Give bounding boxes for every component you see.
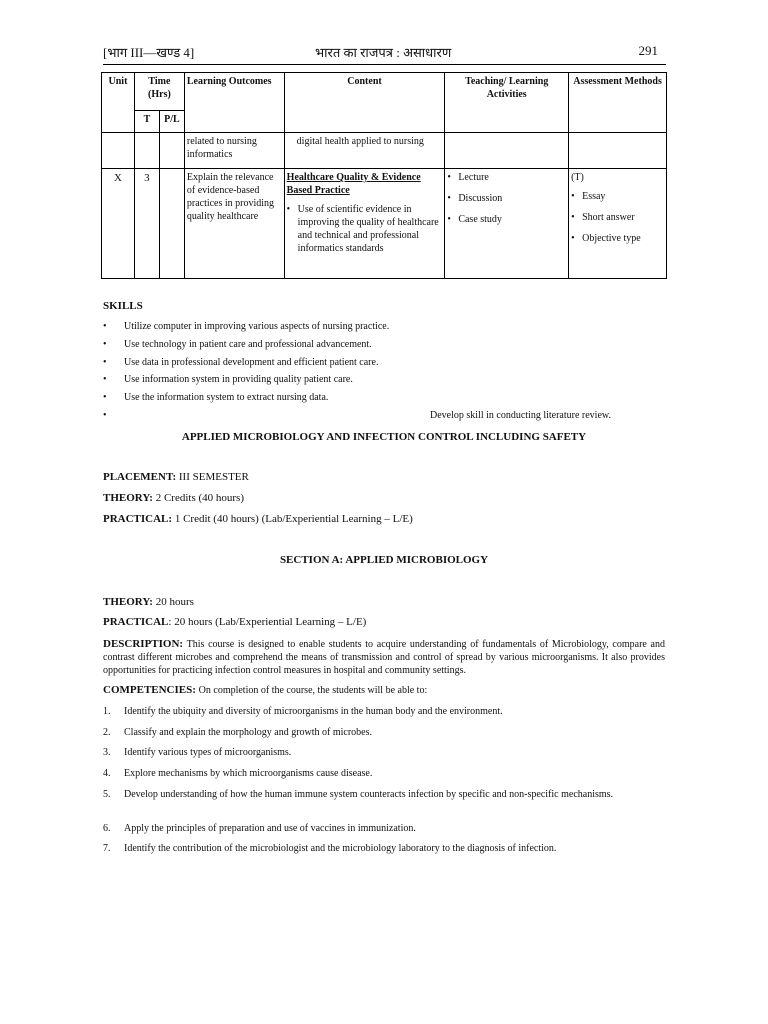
competency-text: Apply the principles of preparation and use of vaccines in immunization. bbox=[124, 823, 416, 834]
competency-text: Identify the ubiquity and diversity of microorganisms in the human body and the environment. bbox=[124, 706, 503, 717]
th-unit: Unit bbox=[102, 73, 135, 133]
practical-label: PRACTICAL: bbox=[103, 513, 173, 525]
assessment-item: • Essay bbox=[571, 190, 664, 203]
r1-pl bbox=[159, 133, 184, 169]
section-a-practical-value: : 20 hours (Lab/Experiential Learning – L/E) bbox=[168, 616, 367, 628]
th-teaching-activities: Teaching/ Learning Activities bbox=[445, 73, 569, 133]
r1-t bbox=[134, 133, 159, 169]
assessment-item: • Objective type bbox=[571, 232, 664, 245]
r2-content bbox=[284, 169, 445, 279]
r1-assessment bbox=[569, 133, 667, 169]
activity-item: • Lecture bbox=[447, 171, 566, 184]
r2-activities bbox=[445, 169, 569, 279]
competency-text: Identify the contribution of the microbiologist and the microbiology laboratory to the diagnosis of infection. bbox=[124, 843, 557, 854]
th-learning-outcomes: Learning Outcomes bbox=[184, 73, 284, 133]
skill-item: • Use the information system to extract nursing data. bbox=[103, 392, 665, 410]
th-assessment-methods: Assessment Methods bbox=[569, 73, 667, 133]
header-gazette-title: भारत का राजपत्र : असाधारण bbox=[315, 45, 452, 60]
th-content: Content bbox=[284, 73, 445, 133]
competency-text: Develop understanding of how the human immune system counteracts infection by specific and non-specific mechanisms. bbox=[124, 789, 614, 800]
competency-item bbox=[103, 822, 665, 842]
theory-line bbox=[103, 492, 665, 504]
r2-learning-outcome: Explain the relevance of evidence-based practices in providing quality healthcare bbox=[184, 169, 284, 279]
placement-line bbox=[103, 471, 665, 483]
r2-content-title: Healthcare Quality & Evidence Based Practice bbox=[286, 172, 421, 196]
competency-item bbox=[103, 746, 665, 767]
r2-assessment bbox=[569, 169, 667, 279]
competency-text: Classify and explain the morphology and growth of microbes. bbox=[124, 727, 373, 738]
r1-learning-outcome: related to nursing informatics bbox=[184, 133, 284, 169]
competencies-intro: On completion of the course, the students will be able to: bbox=[198, 685, 428, 696]
skill-item: • Develop skill in conducting literature review. bbox=[103, 410, 665, 428]
competency-number: 6. bbox=[103, 823, 111, 834]
assessment-type: (T) bbox=[571, 172, 584, 183]
placement-value: III SEMESTER bbox=[178, 471, 249, 483]
competency-number: 3. bbox=[103, 747, 111, 758]
section-a-theory-value: 20 hours bbox=[155, 596, 194, 608]
page-header bbox=[103, 43, 658, 63]
practical-line bbox=[103, 513, 665, 525]
section-a-title: SECTION A: APPLIED MICROBIOLOGY bbox=[279, 554, 489, 566]
r1-activities bbox=[445, 133, 569, 169]
competency-item bbox=[103, 767, 665, 788]
th-t: T bbox=[134, 111, 159, 133]
competencies-line bbox=[103, 684, 665, 696]
competency-item bbox=[103, 705, 665, 726]
skill-item: • Use technology in patient care and professional advancement. bbox=[103, 339, 665, 357]
r1-content: digital health applied to nursing bbox=[284, 133, 445, 169]
theory-value: 2 Credits (40 hours) bbox=[155, 492, 244, 504]
th-pl: P/L bbox=[159, 111, 184, 133]
description-paragraph bbox=[103, 637, 665, 677]
competency-number: 5. bbox=[103, 789, 111, 800]
assessment-item: • Short answer bbox=[571, 211, 664, 224]
skill-item: • Utilize computer in improving various aspects of nursing practice. bbox=[103, 321, 665, 339]
competency-text: Explore mechanisms by which microorganisms cause disease. bbox=[124, 768, 373, 779]
competency-number: 1. bbox=[103, 706, 111, 717]
competency-item bbox=[103, 788, 665, 822]
placement-label: PLACEMENT: bbox=[103, 471, 177, 483]
header-rule bbox=[103, 64, 666, 65]
r1-unit bbox=[102, 133, 135, 169]
competency-text: Identify various types of microorganisms. bbox=[124, 747, 292, 758]
syllabus-table bbox=[101, 72, 667, 279]
skill-item: • Use data in professional development and efficient patient care. bbox=[103, 357, 665, 375]
page-number: 291 bbox=[638, 43, 658, 58]
competencies-label: COMPETENCIES: bbox=[103, 684, 196, 696]
section-a-practical-label: PRACTICAL bbox=[103, 616, 169, 628]
practical-value: 1 Credit (40 hours) (Lab/Experiential Learning – L/E) bbox=[174, 513, 413, 525]
competency-number: 2. bbox=[103, 727, 111, 738]
section-a-practical-line bbox=[103, 616, 665, 628]
competencies-list bbox=[103, 705, 665, 862]
skills-heading: SKILLS bbox=[103, 300, 143, 312]
competency-item bbox=[103, 726, 665, 746]
description-label: DESCRIPTION: bbox=[103, 638, 184, 650]
activity-item: • Discussion bbox=[447, 192, 566, 205]
competency-number: 4. bbox=[103, 768, 111, 779]
description-text: This course is designed to enable students to acquire understanding of fundamentals of Microbiology, compare and contrast different microbes and comprehend the means of transmission and control of spread by various microorganisms. It also provides opportunities for practicing infection control measures in hospital and community settings. bbox=[103, 639, 665, 677]
course-title: APPLIED MICROBIOLOGY AND INFECTION CONTROL INCLUDING SAFETY bbox=[181, 431, 587, 443]
activity-item: • Case study bbox=[447, 213, 566, 226]
competency-item bbox=[103, 842, 665, 862]
header-part-section: [भाग III—खण्ड 4] bbox=[103, 45, 195, 60]
r2-pl bbox=[159, 169, 184, 279]
th-time: Time (Hrs) bbox=[134, 73, 184, 111]
r2-t: 3 bbox=[134, 169, 159, 279]
section-a-theory-line bbox=[103, 596, 665, 608]
skills-list bbox=[103, 321, 665, 428]
competency-number: 7. bbox=[103, 843, 111, 854]
section-a-theory-label: THEORY: bbox=[103, 596, 153, 608]
skill-item: • Use information system in providing quality patient care. bbox=[103, 374, 665, 392]
r2-content-item: • Use of scientific evidence in improving the quality of healthcare and technical and professional informatics standards bbox=[287, 203, 443, 255]
theory-label: THEORY: bbox=[103, 492, 153, 504]
r2-unit: X bbox=[102, 169, 135, 279]
